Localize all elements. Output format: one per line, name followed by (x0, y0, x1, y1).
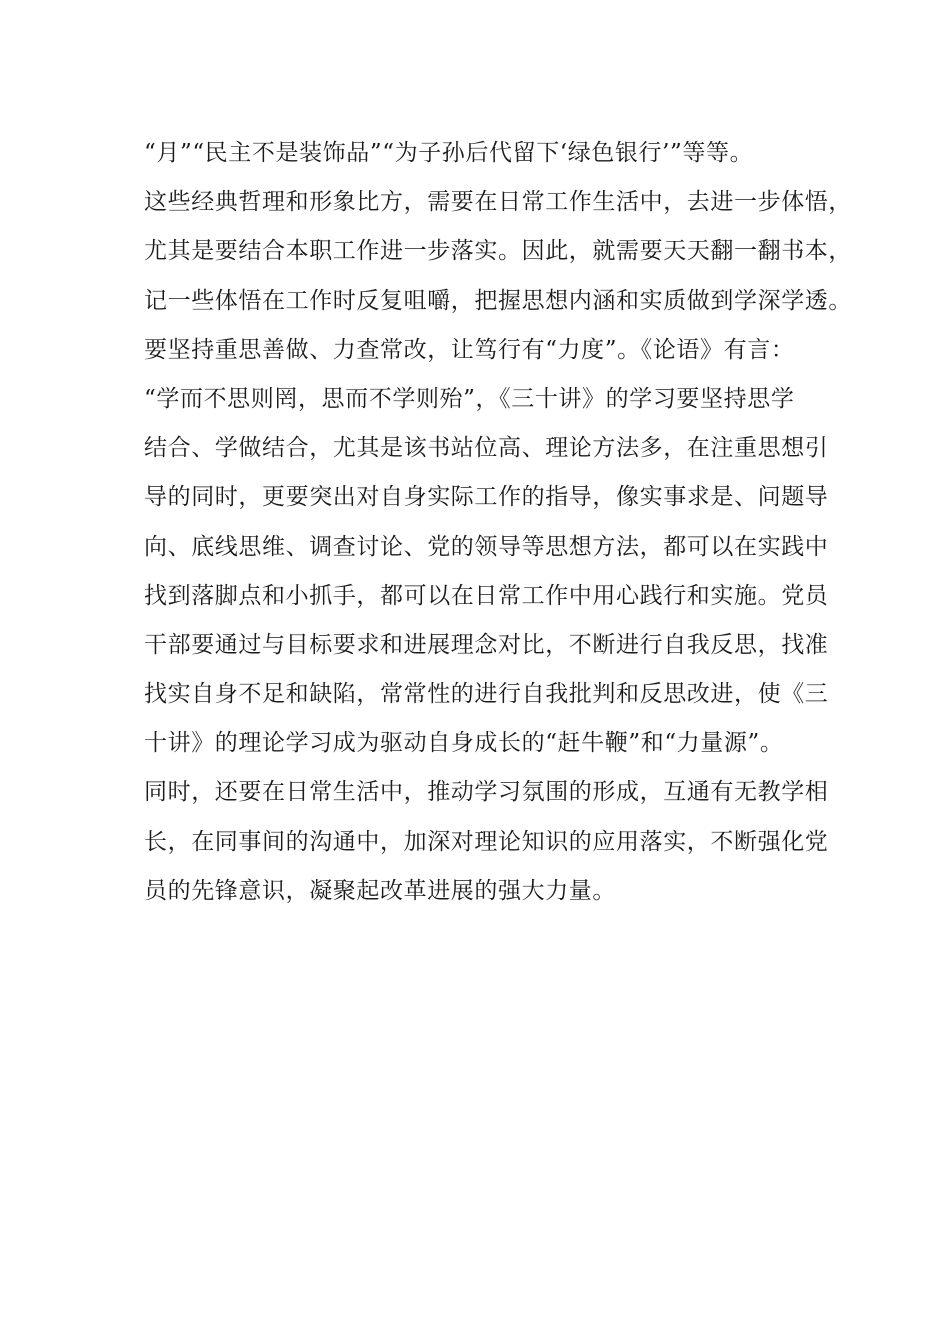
text-line-6: “学而不思则罔，思而不学则殆”，《三十讲》的学习要坚持思学 (144, 385, 795, 412)
text-line-8: 导的同时，更要突出对自身实际工作的指导，像实事求是、问题导 (144, 484, 829, 511)
text-line-13: 十讲》的理论学习成为驱动自身成长的“赶牛鞭”和“力量源”。 (144, 730, 784, 757)
text-line-12: 找实自身不足和缺陷，常常性的进行自我批判和反思改进，使《三 (144, 681, 829, 708)
text-line-1: “月”“民主不是装饰品”“为子孙后代留下‘绿色银行’”等等。 (144, 140, 754, 166)
text-line-11: 干部要通过与目标要求和进展理念对比，不断进行自我反思，找准 (144, 631, 829, 658)
text-line-2: 这些经典哲理和形象比方，需要在日常工作生活中，去进一步体悟， (144, 189, 852, 216)
text-line-3: 尤其是要结合本职工作进一步落实。因此，就需要天天翻一翻书本， (144, 238, 852, 265)
text-line-4: 记一些体悟在工作时反复咀嚼，把握思想内涵和实质做到学深学透。 (144, 287, 852, 314)
text-line-14: 同时，还要在日常生活中，推动学习氛围的形成，互通有无教学相 (144, 779, 829, 806)
text-line-16: 员的先锋意识，凝聚起改革进展的强大力量。 (144, 877, 616, 904)
text-line-9: 向、底线思维、调查讨论、党的领导等思想方法，都可以在实践中 (144, 533, 829, 560)
text-line-10: 找到落脚点和小抓手，都可以在日常工作中用心践行和实施。党员 (144, 582, 829, 609)
body-paragraph (144, 129, 852, 916)
text-line-7: 结合、学做结合，尤其是该书站位高、理论方法多，在注重思想引 (144, 435, 829, 462)
text-line-5: 要坚持重思善做、力查常改，让笃行有“力度”。《论语》有言： (144, 336, 795, 363)
text-line-15: 长，在同事间的沟通中，加深对理论知识的应用落实，不断强化党 (144, 828, 829, 855)
